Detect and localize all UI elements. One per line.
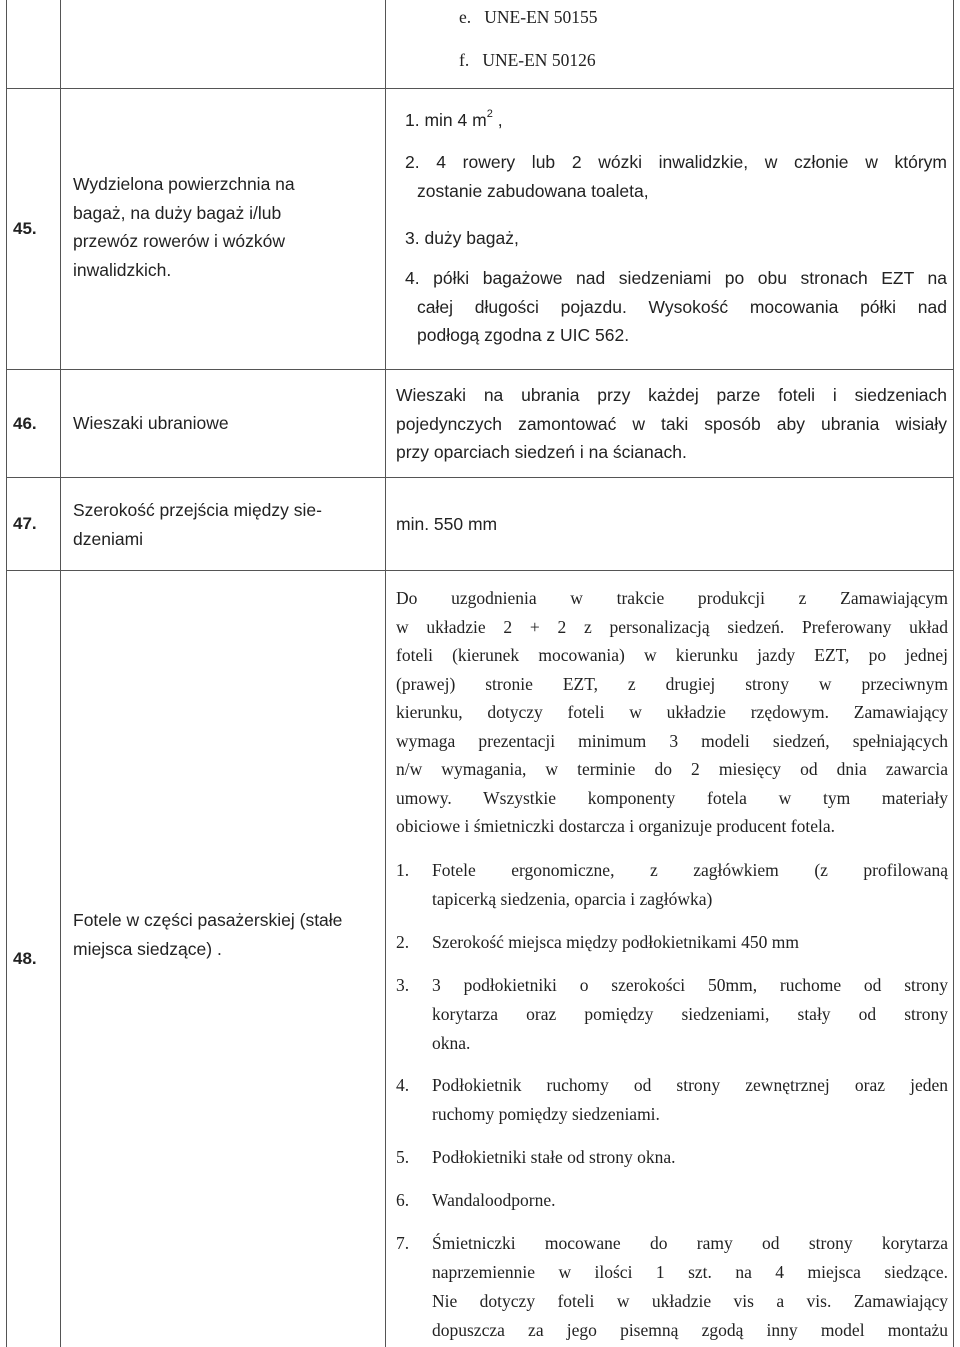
item-number: 7. <box>396 1233 410 1253</box>
paragraph-line: umowy. Wszystkie komponenty fotela w tym materiały <box>396 787 948 808</box>
row-divider-47-48 <box>6 570 954 571</box>
row-label-45 <box>73 170 295 284</box>
item-text: 1. min 4 m <box>405 110 487 130</box>
list-item-f <box>459 46 596 75</box>
row-content-46 <box>396 381 947 467</box>
paragraph-line: foteli (kierunek mocowania) w kierunku jazdy EZT, po jednej <box>396 645 948 665</box>
item-number: 5. <box>396 1147 410 1167</box>
list-text: UNE-EN 50126 <box>482 50 596 70</box>
content-line: przy oparciach siedzeń i na ścianach. <box>396 442 687 462</box>
list-marker: e. <box>459 7 472 27</box>
list-item-e <box>459 3 598 32</box>
label-line: Wydzielona powierzchnia na <box>73 174 295 194</box>
item-line: okna. <box>432 1033 471 1053</box>
label-line: Szerokość przejścia między sie- <box>73 500 322 520</box>
row-label-47 <box>73 496 322 553</box>
row-number-46: 46. <box>13 414 37 433</box>
r45-item-4 <box>405 264 947 350</box>
label-line: dzeniami <box>73 528 144 549</box>
paragraph-line: obiciowe i śmietniczki dostarcza i organizuje producent fotela. <box>396 816 835 836</box>
r45-item-1 <box>405 106 503 135</box>
paragraph-line: wymaga prezentacji minimum 3 modeli siedzeń, spełniających <box>396 730 948 751</box>
row-content-47: min. 550 mm <box>396 514 498 534</box>
item-text: , <box>492 110 503 130</box>
superscript: 2 <box>486 108 493 121</box>
paragraph-line: (prawej) stronie EZT, z drugiej strony w przeciwnym <box>396 673 948 694</box>
item-number: 2. <box>396 932 410 952</box>
label-line: Fotele w części pasażerskiej (stałe <box>73 910 343 930</box>
row-label-48 <box>73 906 342 963</box>
label-line: inwalidzkich. <box>73 259 172 280</box>
item-line: Podłokietnik ruchomy od strony zewnętrznej oraz jeden <box>432 1075 948 1095</box>
item-line: ruchomy pomiędzy siedzeniami. <box>432 1104 660 1124</box>
item-number: 3. <box>396 975 410 995</box>
table-border-left <box>6 0 7 1347</box>
column-divider-2 <box>385 0 386 1347</box>
table-border-right <box>953 0 954 1347</box>
paragraph-line: n/w wymagania, w terminie do 2 miesięcy od dnia zawarcia <box>396 759 948 779</box>
r45-item-3: 3. duży bagaż, <box>405 228 519 248</box>
item-line: korytarza oraz pomiędzy siedzeniami, stały od strony <box>432 1004 948 1024</box>
item-line: Nie dotyczy foteli w układzie vis a vis. Zamawiający <box>432 1291 948 1311</box>
row-number-45: 45. <box>13 219 37 238</box>
item-number: 1. <box>396 860 410 880</box>
item-number: 6. <box>396 1190 410 1210</box>
item-line: całej długości pojazdu. Wysokość mocowania półki nad <box>417 296 947 317</box>
row-number-47: 47. <box>13 514 37 533</box>
paragraph-line: kierunku, dotyczy foteli w układzie rzędowym. Zamawiający <box>396 702 948 722</box>
item-line: Śmietniczki mocowane do ramy od strony korytarza <box>432 1233 948 1253</box>
item-line: Wandaloodporne. <box>432 1190 556 1210</box>
content-line: pojedynczych zamontować w taki sposób aby ubrania wisiały <box>396 413 947 434</box>
item-line: podłogą zgodna z UIC 562. <box>417 325 630 345</box>
row-number-48: 48. <box>13 949 37 968</box>
content-line: Wieszaki na ubrania przy każdej parze foteli i siedzeniach <box>396 385 947 405</box>
row-divider-46-47 <box>6 477 954 478</box>
list-text: UNE-EN 50155 <box>484 7 598 27</box>
row-divider-44-45 <box>6 88 954 89</box>
list-marker: f. <box>459 50 470 70</box>
item-line: dopuszcza za jego pisemną zgodą inny model montażu <box>432 1320 948 1340</box>
item-line: Szerokość miejsca między podłokietnikami 450 mm <box>432 932 799 952</box>
label-line: przewóz rowerów i wózków <box>73 231 286 251</box>
row-48-paragraph <box>396 584 948 841</box>
paragraph-line: w układzie 2 + 2 z personalizacją siedzeń. Preferowany układ <box>396 616 948 637</box>
paragraph-line: Do uzgodnienia w trakcie produkcji z Zamawiającym <box>396 588 948 608</box>
item-line: tapicerką siedzenia, oparcia i zagłówka) <box>432 889 713 909</box>
column-divider-1 <box>60 0 61 1347</box>
label-line: miejsca siedzące) . <box>73 938 222 959</box>
row-divider-45-46 <box>6 369 954 370</box>
label-line: bagaż, na duży bagaż i/lub <box>73 202 282 223</box>
item-number: 4. <box>396 1075 410 1095</box>
item-line: naprzemiennie w ilości 1 szt. na 4 miejsca siedzące. <box>432 1262 948 1282</box>
r45-item-2 <box>405 148 947 205</box>
item-line: Podłokietniki stałe od strony okna. <box>432 1147 676 1167</box>
item-line: 4. półki bagażowe nad siedzeniami po obu stronach EZT na <box>405 268 947 288</box>
row-label-46: Wieszaki ubraniowe <box>73 413 229 433</box>
item-line: Fotele ergonomiczne, z zagłówkiem (z profilowaną <box>432 860 948 880</box>
item-line: 3 podłokietniki o szerokości 50mm, ruchome od strony <box>432 975 948 995</box>
item-line: zostanie zabudowana toaleta, <box>417 180 649 201</box>
item-line: 2. 4 rowery lub 2 wózki inwalidzkie, w członie w którym <box>405 152 947 172</box>
